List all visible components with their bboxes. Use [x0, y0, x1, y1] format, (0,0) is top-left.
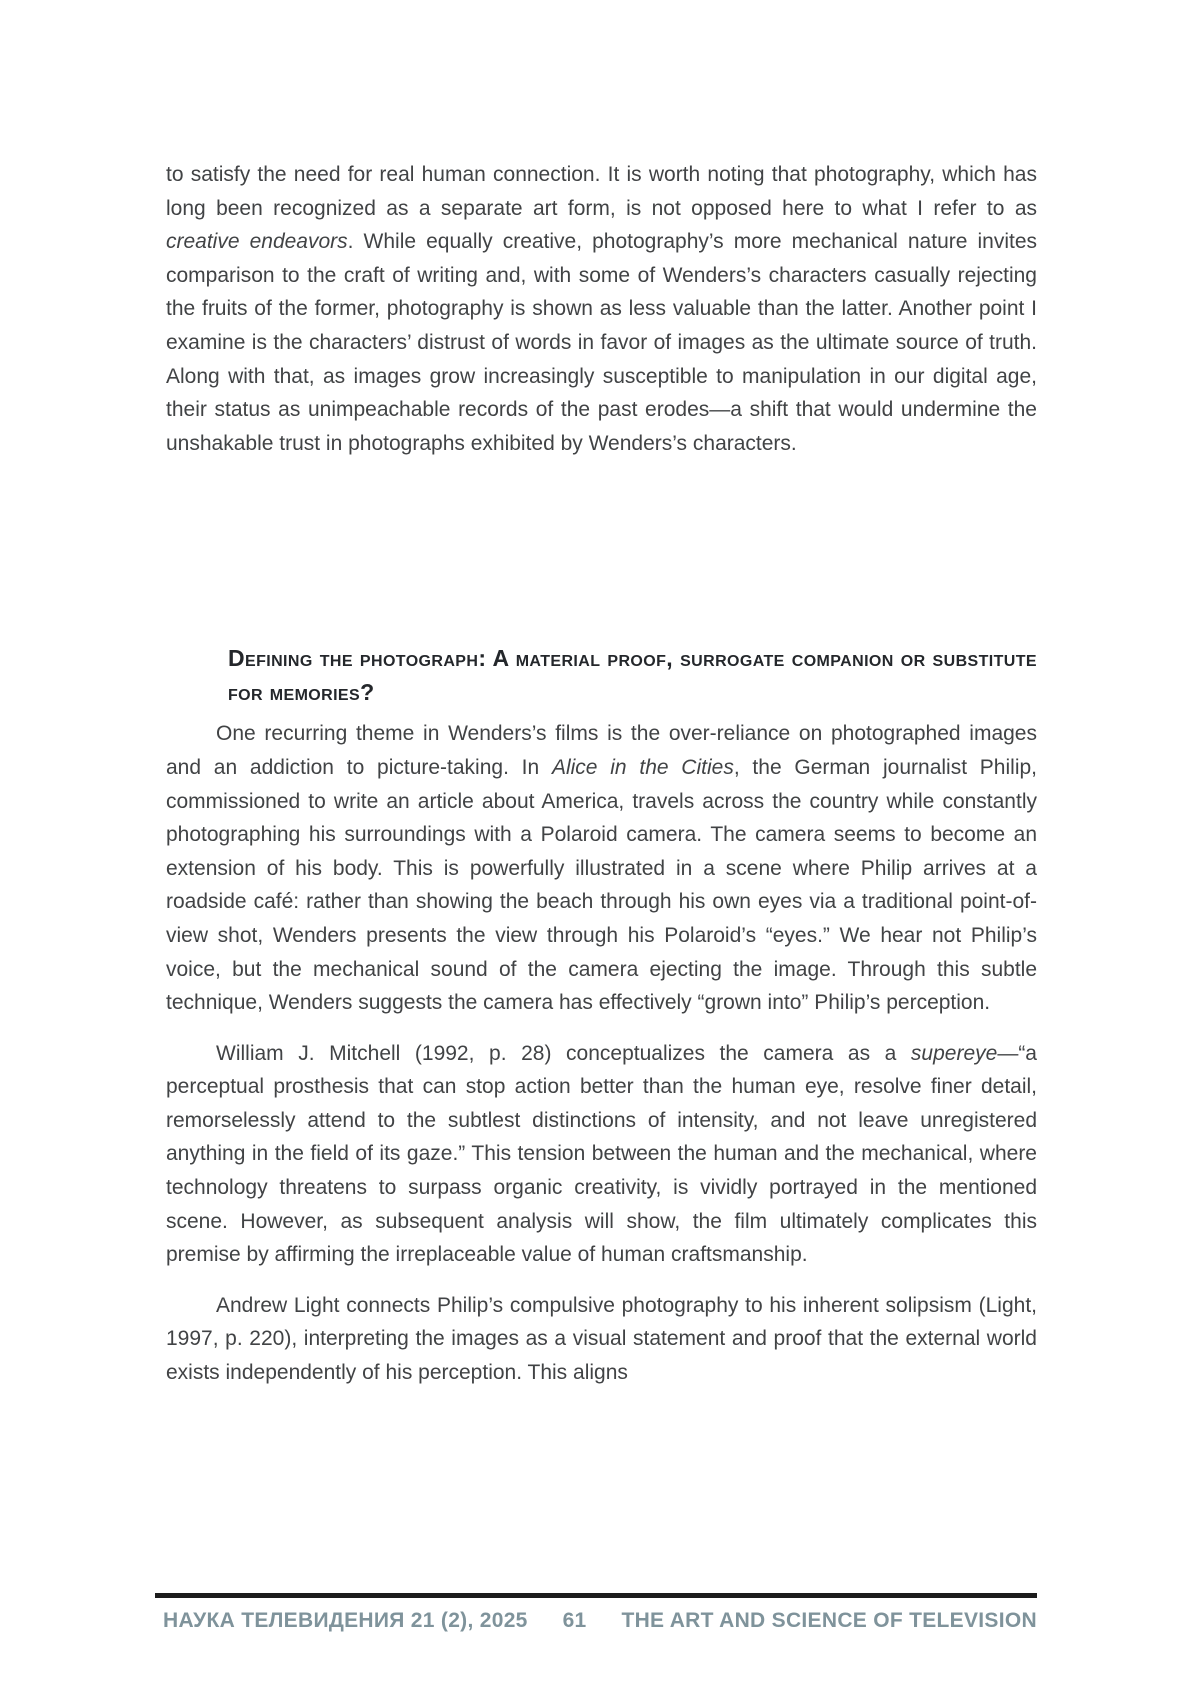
page-footer: [163, 1609, 1037, 1633]
paragraph: [166, 1037, 1037, 1272]
footer-journal-title-ru: НАУКА ТЕЛЕВИДЕНИЯ 21 (2), 2025: [163, 1609, 528, 1632]
text-run: , the German journalist Philip, commissioned to write an article about America, travels across the country while constantly photographing his surroundings with a Polaroid camera. The camera seems to become an extension of his body. This is powerfully illustrated in a scene where Philip arrives at a roadside café: rather than showing the beach through his own eyes via a traditional point-of-view shot, Wenders presents the view through his Polaroid’s “eyes.” We hear not Philip’s voice, but the mechanical sound of the camera ejecting the image. Through this subtle technique, Wenders suggests the camera has effectively “grown into” Philip’s perception.: [166, 755, 1038, 1015]
footer-page-number: 61: [562, 1609, 587, 1632]
italic-text-run: creative endeavors: [166, 230, 348, 254]
paragraph-slot-after-heading: [166, 717, 1037, 1389]
text-run: —“a perceptual prosthesis that can stop action better than the human eye, resolve finer detail, remorselessly attend to the subtlest distinctions of intensity, and not leave unregistered anything in the field of its gaze.” This tension between the human and the mechanical, where technology threatens to surpass organic creativity, is vividly portrayed in the mentioned scene. However, as subsequent analysis will show, the film ultimately complicates this premise by affirming the irreplaceable value of human craftsmanship.: [166, 1041, 1037, 1267]
paragraph: [166, 717, 1037, 1019]
italic-text-run: Alice in the Cities: [551, 755, 734, 779]
footer-journal-title-en: THE ART AND SCIENCE OF TELEVISION: [621, 1609, 1037, 1632]
text-run: William J. Mitchell (1992, p. 28) conceptualizes the camera as a: [216, 1041, 911, 1065]
paragraph: [166, 158, 1037, 460]
footer-rule: [155, 1593, 1037, 1598]
text-run: One recurring theme in Wenders’s films is the over-reliance on photographed images and an addiction to picture-taking. In: [166, 722, 1037, 779]
paragraph-slot-before-heading: [166, 158, 1037, 460]
section-heading: Defining the photograph: A material proof, surrogate companion or substitute for memories?: [228, 645, 1037, 706]
text-run: to satisfy the need for real human connection. It is worth noting that photography, which has long been recognized as a separate art form, is not opposed here to what I refer to as: [166, 163, 1037, 220]
text-run: . While equally creative, photography’s more mechanical nature invites comparison to the craft of writing and, with some of Wenders’s characters casually rejecting the fruits of the former, photography is shown as less valuable than the latter. Another point I examine is the characters’ distrust of words in favor of images as the ultimate source of truth. Along with that, as images grow increasingly susceptible to manipulation in our digital age, their status as unimpeachable records of the past erodes—a shift that would undermine the unshakable trust in photographs exhibited by Wenders’s characters.: [166, 230, 1037, 455]
text-run: Andrew Light connects Philip’s compulsive photography to his inherent solipsism (Light, 1997, p. 220), interpreting the images as a visual statement and proof that the external world exists independently of his perception. This aligns: [166, 1293, 1037, 1385]
paragraph: [166, 1289, 1037, 1390]
article-body: [166, 158, 1037, 1390]
italic-text-run: supereye: [910, 1041, 998, 1065]
